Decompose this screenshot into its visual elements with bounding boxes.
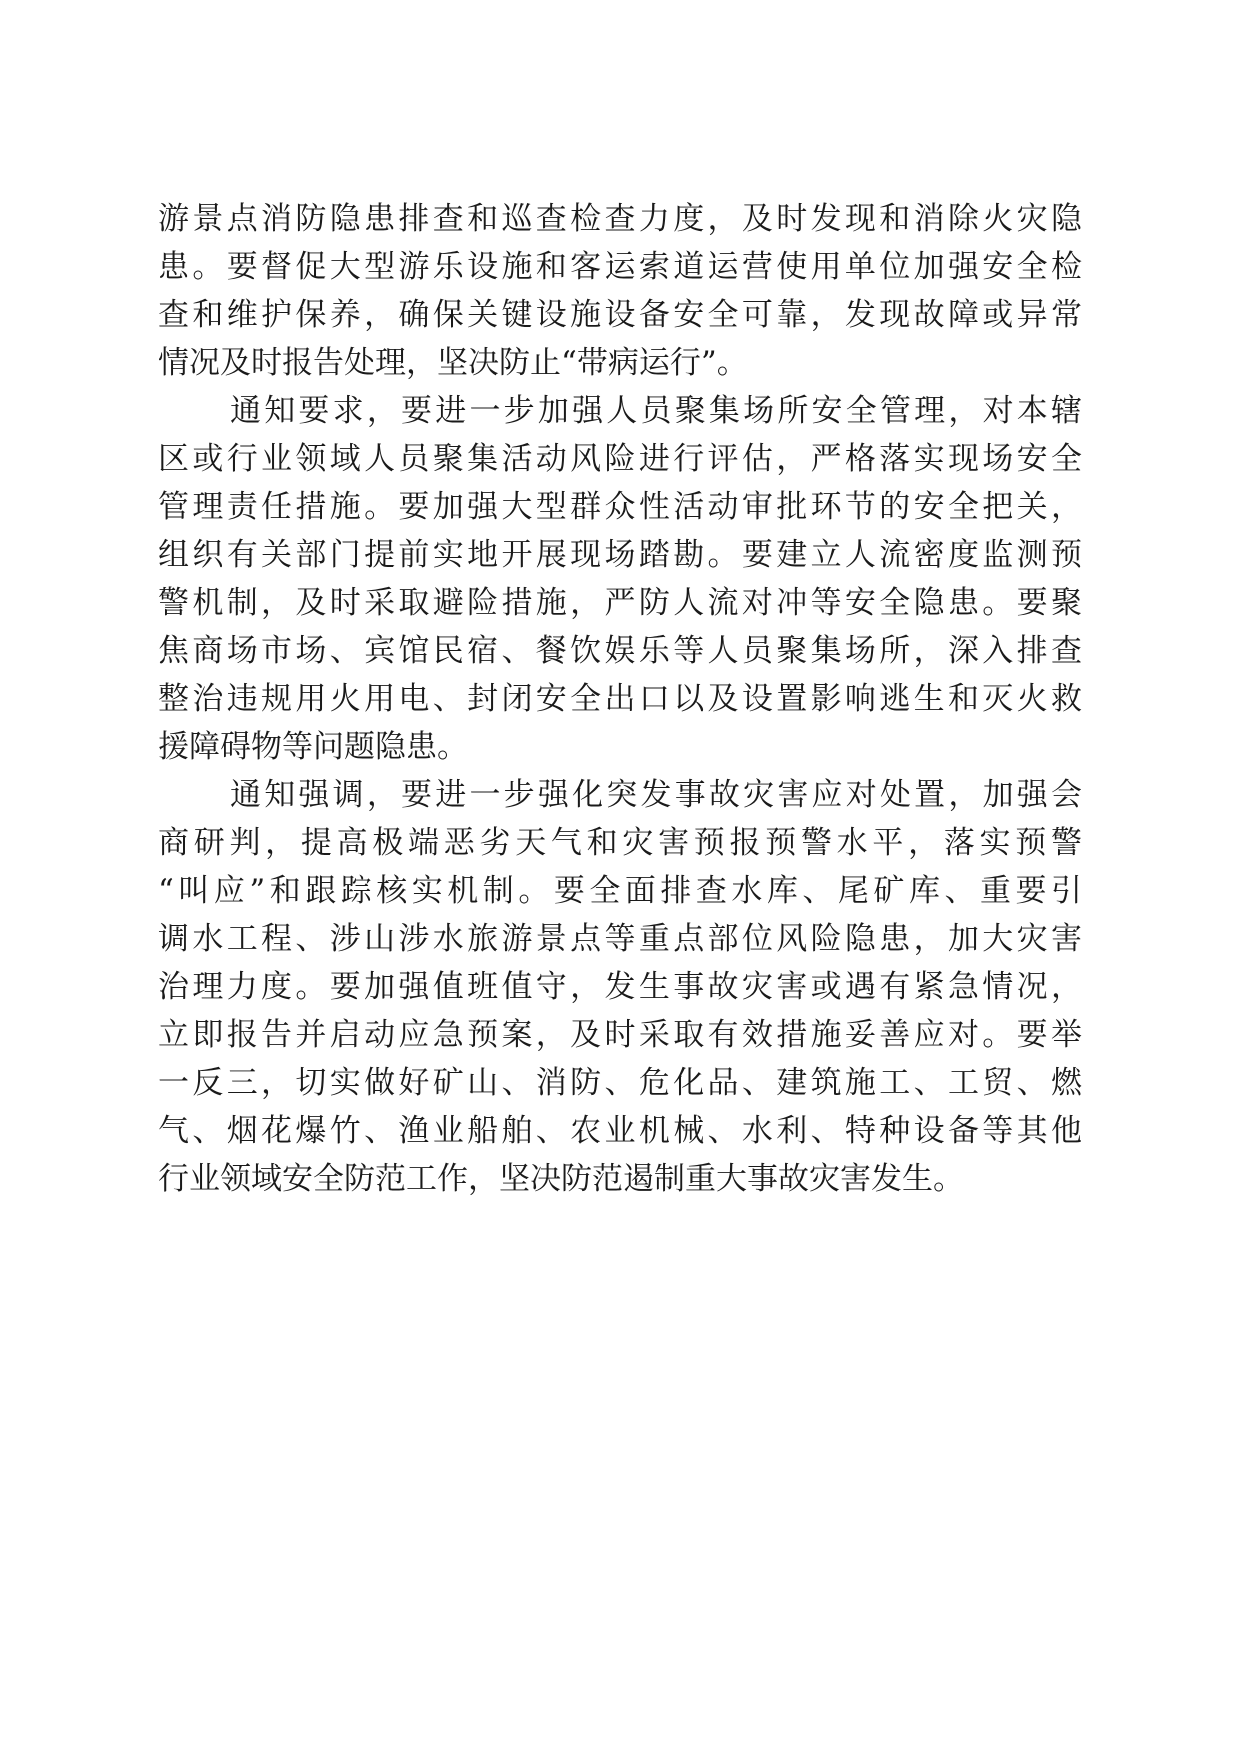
text-line: 警机制，及时采取避险措施，严防人流对冲等安全隐患。要聚 xyxy=(158,585,1082,621)
text-line: 立即报告并启动应急预案，及时采取有效措施妥善应对。要举 xyxy=(158,1017,1082,1053)
document-body xyxy=(158,195,1082,1203)
text-line: 查和维护保养，确保关键设施设备安全可靠，发现故障或异常 xyxy=(158,297,1082,333)
text-line: 组织有关部门提前实地开展现场踏勘。要建立人流密度监测预 xyxy=(158,537,1082,573)
text-line: 管理责任措施。要加强大型群众性活动审批环节的安全把关， xyxy=(158,489,1082,525)
text-line: 焦商场市场、宾馆民宿、餐饮娱乐等人员聚集场所，深入排查 xyxy=(158,633,1082,669)
text-line: 区或行业领域人员聚集活动风险进行评估，严格落实现场安全 xyxy=(158,441,1082,477)
text-line: 通知要求，要进一步加强人员聚集场所安全管理，对本辖 xyxy=(230,393,1082,429)
text-line: 整治违规用火用电、封闭安全出口以及设置影响逃生和灭火救 xyxy=(158,681,1082,717)
text-line: 情况及时报告处理，坚决防止“带病运行”。 xyxy=(158,345,748,381)
text-line: 商研判，提高极端恶劣天气和灾害预报预警水平，落实预警 xyxy=(158,825,1082,861)
text-line: 游景点消防隐患排查和巡查检查力度，及时发现和消除火灾隐 xyxy=(158,201,1082,237)
text-line: 治理力度。要加强值班值守，发生事故灾害或遇有紧急情况， xyxy=(158,969,1082,1005)
text-line: 患。要督促大型游乐设施和客运索道运营使用单位加强安全检 xyxy=(158,249,1082,285)
text-line: 一反三，切实做好矿山、消防、危化品、建筑施工、工贸、燃 xyxy=(158,1065,1082,1101)
text-line: 通知强调，要进一步强化突发事故灾害应对处置，加强会 xyxy=(230,777,1082,813)
text-line: 气、烟花爆竹、渔业船舶、农业机械、水利、特种设备等其他 xyxy=(158,1113,1082,1149)
text-line: “叫应”和跟踪核实机制。要全面排查水库、尾矿库、重要引 xyxy=(158,873,1082,909)
text-line: 援障碍物等问题隐患。 xyxy=(158,729,468,765)
text-line: 调水工程、涉山涉水旅游景点等重点部位风险隐患，加大灾害 xyxy=(158,921,1082,957)
text-line: 行业领域安全防范工作，坚决防范遏制重大事故灾害发生。 xyxy=(158,1161,964,1197)
